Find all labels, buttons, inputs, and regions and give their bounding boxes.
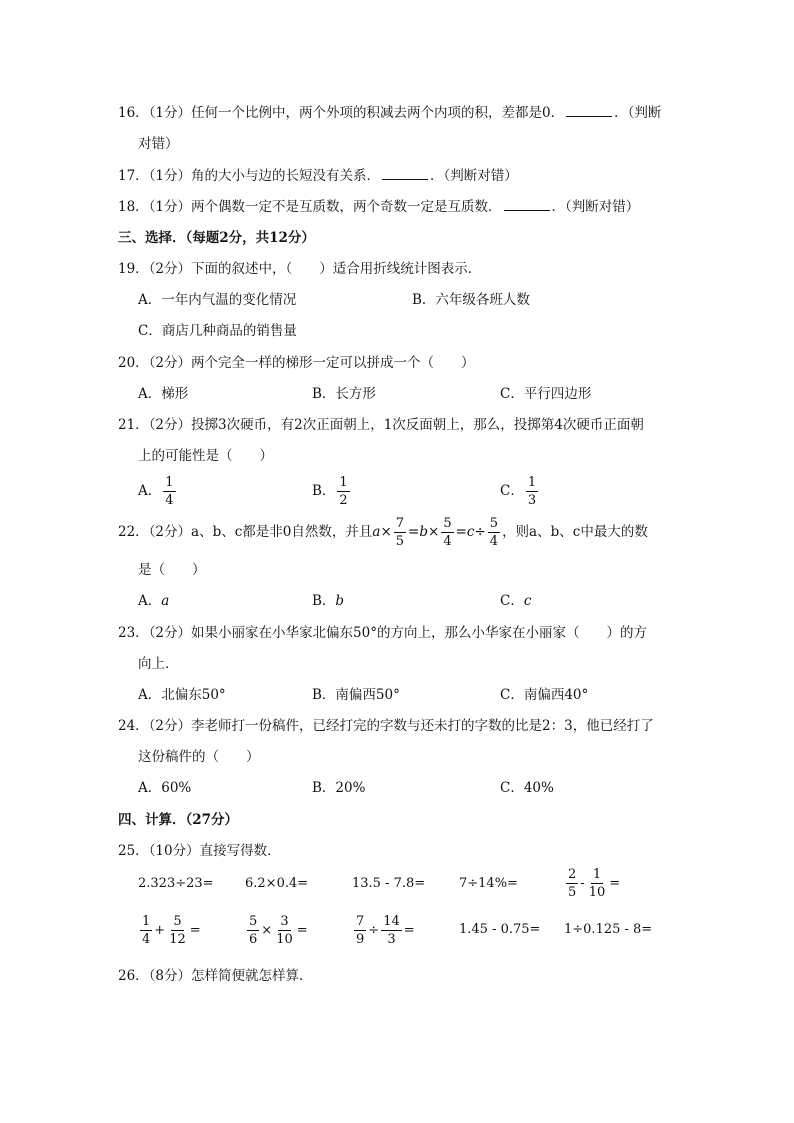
- question-17: 17．（1分）角的大小与边的长短没有关系． ．（判断对错）: [118, 165, 518, 186]
- option-c[interactable]: C．南偏西40°: [500, 687, 589, 703]
- question-19: 19．（2分）下面的叙述中，（ ）适合用折线统计图表示．: [118, 261, 482, 277]
- answer-blank[interactable]: [382, 165, 428, 180]
- option-b[interactable]: B． $\frac{1}{2}$: [312, 475, 348, 508]
- option-b[interactable]: B．长方形: [312, 386, 376, 402]
- option-c[interactable]: C．c: [500, 593, 532, 609]
- calc-item: 1.45 - 0.75=: [459, 922, 541, 937]
- question-16-cont: 对错）: [138, 136, 179, 152]
- fraction: $\frac{14}{3}$: [383, 914, 400, 947]
- question-20: 20．（2分）两个完全一样的梯形一定可以拼成一个（ ）: [118, 355, 475, 371]
- fraction: $\frac{7}{5}$: [395, 516, 405, 549]
- option-c[interactable]: C．40%: [500, 780, 554, 796]
- calc-item: 6.2×0.4=: [245, 876, 309, 891]
- calc-item: 1÷0.125 - 8=: [564, 922, 653, 937]
- question-21: 21．（2分）投掷3次硬币，有2次正面朝上，1次反面朝上，那么，投掷第4次硬币正面朝: [118, 417, 644, 433]
- fraction: $\frac{3}{10}$: [276, 914, 293, 947]
- question-23: 23．（2分）如果小丽家在小华家北偏东50°的方向上，那么小华家在小丽家（ ）的方: [118, 625, 647, 641]
- option-a[interactable]: A．一年内气温的变化情况: [138, 292, 297, 308]
- question-16: 16．（1分）任何一个比例中，两个外项的积减去两个内项的积，差都是0． ．（判断: [118, 102, 661, 123]
- option-c[interactable]: C．商店几种商品的销售量: [138, 323, 297, 339]
- fraction: $\frac{5}{12}$: [169, 914, 186, 947]
- option-c[interactable]: C．平行四边形: [500, 386, 592, 402]
- fraction: $\frac{1}{4}$: [142, 914, 151, 947]
- fraction: $\frac{7}{9}$: [356, 914, 365, 947]
- calc-item: $\frac{5}{6}$ × $\frac{3}{10}$ =: [249, 914, 308, 947]
- option-a[interactable]: A． $\frac{1}{4}$: [138, 475, 174, 508]
- question-24: 24．（2分）李老师打一份稿件，已经打完的字数与还未打的字数的比是2：3，他已经打了: [118, 718, 654, 734]
- calc-item: 13.5 - 7.8=: [352, 876, 426, 891]
- option-c[interactable]: C． $\frac{1}{3}$: [500, 475, 537, 508]
- fraction: $\frac{1}{4}$: [165, 475, 174, 508]
- option-b[interactable]: B．南偏西50°: [312, 687, 400, 703]
- answer-blank[interactable]: [504, 196, 550, 211]
- answer-blank[interactable]: [566, 102, 612, 117]
- fraction: $\frac{2}{5}$: [568, 867, 577, 900]
- fraction: $\frac{1}{10}$: [588, 867, 606, 900]
- option-a[interactable]: A．北偏东50°: [138, 687, 226, 703]
- fraction: $\frac{5}{4}$: [489, 516, 499, 549]
- question-22-cont: 是（ ）: [138, 562, 206, 578]
- option-b[interactable]: B．六年级各班人数: [412, 292, 530, 308]
- section-title-3: 三、选择．（每题2分，共12分）: [118, 230, 315, 246]
- calc-item: $\frac{7}{9}$ ÷ $\frac{14}{3}$ =: [356, 914, 415, 947]
- option-b[interactable]: B．20%: [312, 780, 366, 796]
- question-25: 25．（10分）直接写得数．: [118, 843, 281, 859]
- question-18: 18．（1分）两个偶数一定不是互质数，两个奇数一定是互质数． ．（判断对错）: [118, 196, 639, 217]
- option-b[interactable]: B．b: [312, 593, 345, 609]
- question-24-cont: 这份稿件的（ ）: [138, 749, 260, 765]
- calc-item: $\frac{2}{5}$ - $\frac{1}{10}$ =: [568, 867, 621, 900]
- calc-item: 7÷14%=: [459, 876, 518, 891]
- question-21-cont: 上的可能性是（ ）: [138, 448, 273, 464]
- calc-item: $\frac{1}{4}$ + $\frac{5}{12}$ =: [142, 914, 201, 947]
- option-a[interactable]: A．60%: [138, 780, 192, 796]
- question-23-cont: 向上．: [138, 656, 179, 672]
- fraction: $\frac{1}{3}$: [527, 475, 537, 508]
- question-26: 26．（8分）怎样简便就怎样算．: [118, 968, 313, 984]
- section-title-4: 四、计算．（27分）: [118, 812, 239, 828]
- question-22: 22．（2分）a、b、c都是非0自然数，并且a× $\frac{7}{5}$ =b× $\frac{5}{4}$ =c÷ $\frac{5}{4}$ ，则a、b、c中最大的数: [118, 516, 648, 549]
- fraction: $\frac{1}{2}$: [339, 475, 348, 508]
- fraction: $\frac{5}{6}$: [249, 914, 258, 947]
- option-a[interactable]: A．梯形: [138, 386, 189, 402]
- calc-item: 2.323÷23=: [138, 876, 214, 891]
- fraction: $\frac{5}{4}$: [443, 516, 452, 549]
- option-a[interactable]: A．a: [138, 593, 170, 609]
